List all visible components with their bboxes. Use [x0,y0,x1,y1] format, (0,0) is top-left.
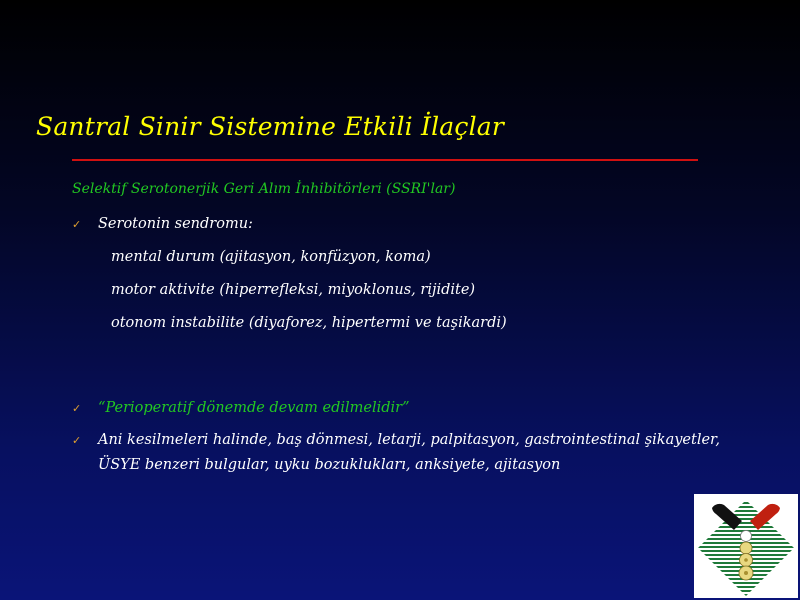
bullet-text: Ani kesilmeleri halinde, baş dönmesi, letarji, palpitasyon, gastrointestinal şikayetler, ÜSYE benzeri bulgular, uyku bozuklukları, anksiyete, ajitasyon [98,432,720,473]
sub-item-motor-activity: motor aktivite (hiperrefleksi, miyoklonus, rijidite) [111,282,476,298]
checkmark-icon: ✓ [72,218,82,231]
bullet-discontinuation [72,428,762,478]
title-underline [72,159,698,161]
bullet-text: Serotonin sendromu: [98,216,253,232]
pharmacy-logo [694,494,798,598]
checkmark-icon: ✓ [72,402,82,415]
pharmacy-capsule-logo-icon [694,494,798,598]
bullet-text: “Perioperatif dönemde devam edilmelidir” [98,400,410,416]
bullet-serotonin-syndrome [72,212,762,237]
checkmark-icon: ✓ [72,434,82,447]
sub-item-autonomic-instability: otonom instabilite (diyaforez, hipertermi ve taşikardi) [111,315,507,331]
bullet-perioperative [72,396,762,421]
slide-subtitle: Selektif Serotonerjik Geri Alım İnhibitörleri (SSRI'lar) [72,181,456,197]
slide-title: Santral Sinir Sistemine Etkili İlaçlar [36,112,505,141]
sub-item-mental-status: mental durum (ajitasyon, konfüzyon, koma) [111,249,431,265]
